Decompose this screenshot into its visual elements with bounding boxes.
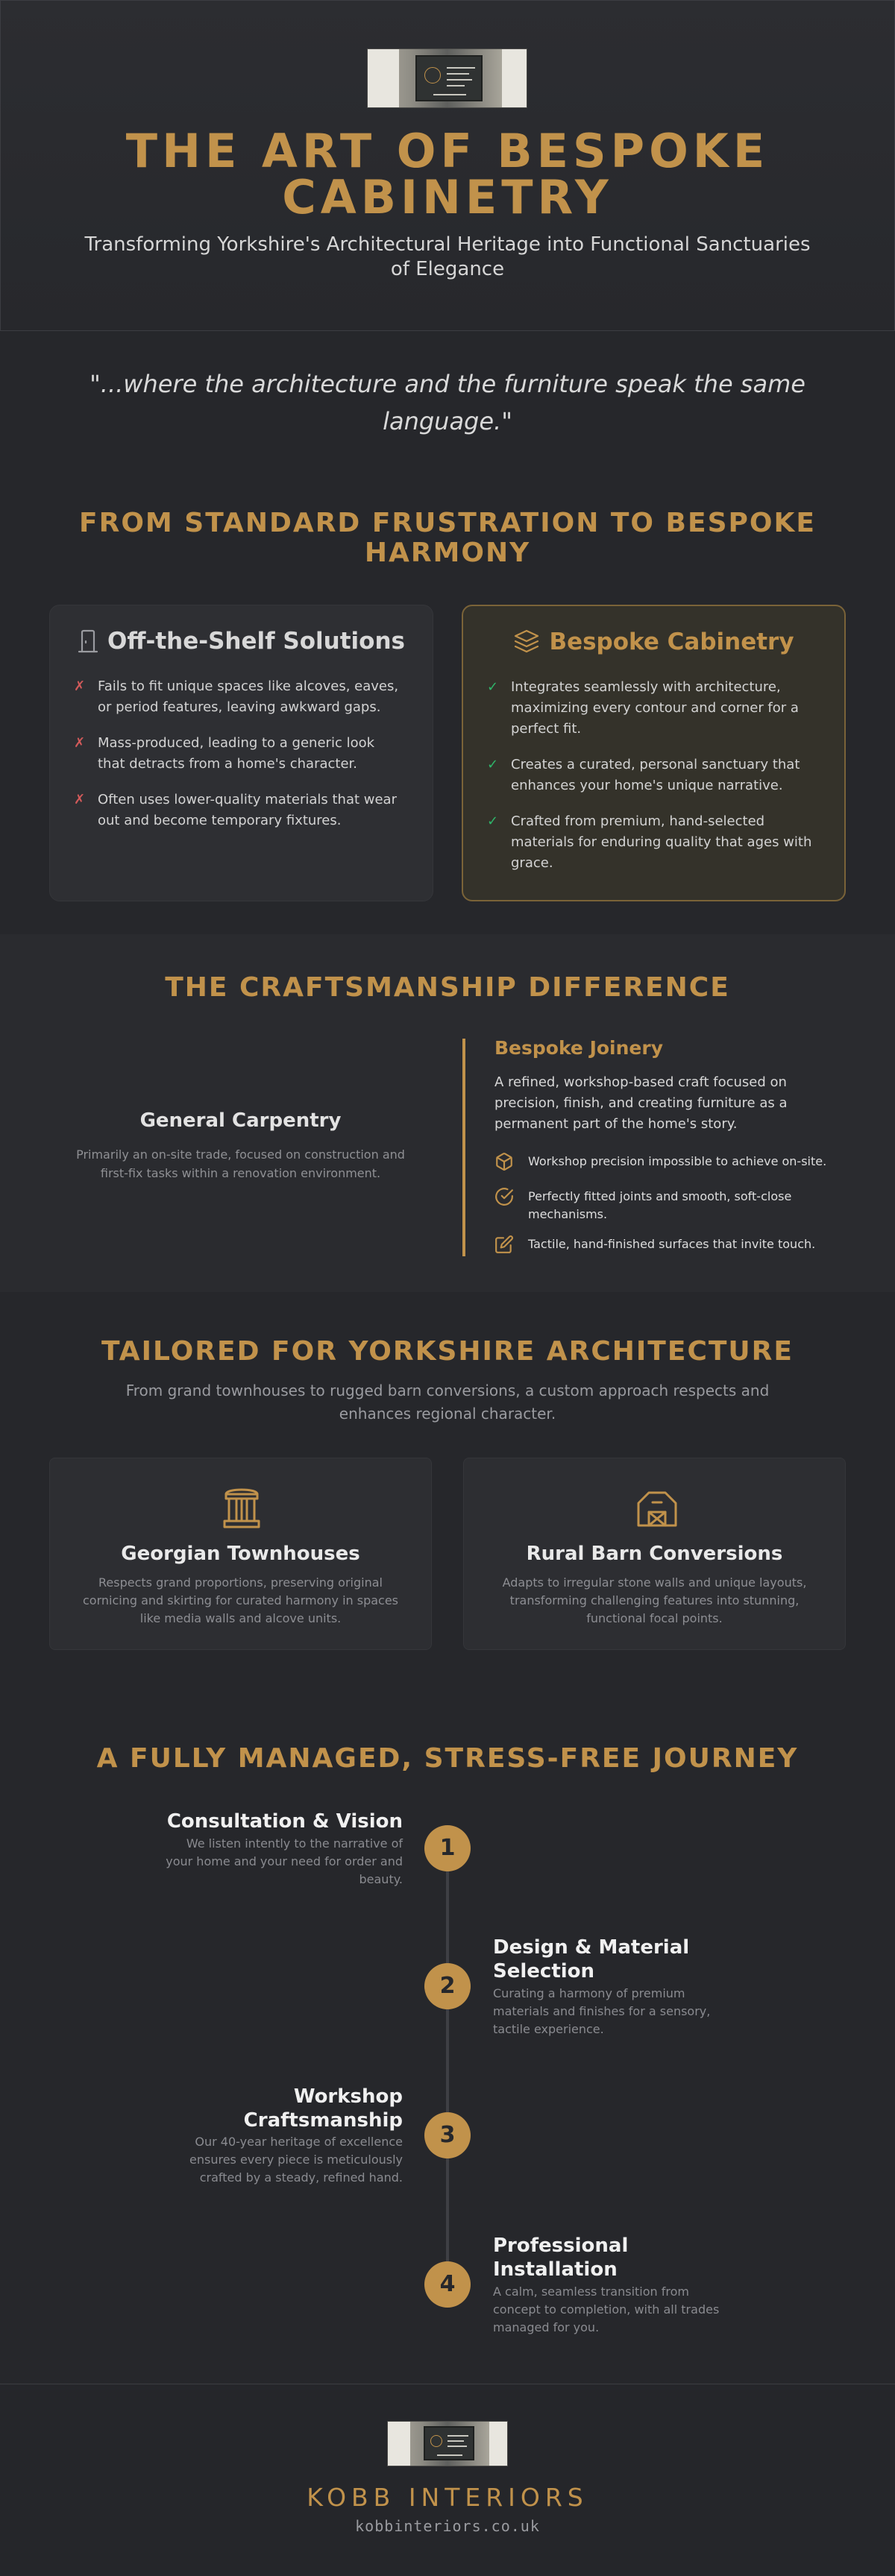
step-description: Curating a harmony of premium materials and finishes for a sensory, tactile experience. — [493, 1986, 711, 2036]
off-shelf-card: Off-the-Shelf Solutions ✗ Fails to fit unique spaces like alcoves, eaves, or period features, leaving awkward gaps. ✗ Mass-produced, leading to a generic look that detracts from a home's character. ✗ Often uses lower-quality materials that wear out and become temporary fixtures. — [49, 605, 433, 901]
journey-title: A FULLY MANAGED, STRESS-FREE JOURNEY — [96, 1743, 799, 1774]
step-title: Workshop Craftsmanship — [243, 2085, 403, 2132]
barn-description: Adapts to irregular stone walls and unique layouts, transforming challenging features into stunning, functional focal points. — [502, 1575, 807, 1625]
check-icon: ✓ — [487, 757, 499, 772]
step-title: Consultation & Vision — [166, 1810, 403, 1833]
georgian-card — [49, 1458, 432, 1650]
georgian-description: Respects grand proportions, preserving original cornicing and skirting for curated harmony in spaces like media walls and alcove units. — [82, 1575, 399, 1625]
step-number: 3 — [424, 2112, 471, 2158]
step-title: Design & Material Selection — [493, 1936, 690, 1983]
layers-icon — [513, 629, 540, 654]
company-logo — [367, 48, 527, 108]
barn-card — [463, 1458, 846, 1650]
yorkshire-subtitle: From grand townhouses to rugged barn conversions, a custom approach respects and enhances regional character. — [125, 1382, 770, 1423]
step-description: We listen intently to the narrative of your home and your need for order and beauty. — [166, 1836, 403, 1886]
check-icon: ✓ — [487, 679, 499, 695]
step-number: 1 — [424, 1825, 471, 1871]
footer — [0, 2384, 895, 2576]
columns-building-icon — [222, 1487, 262, 1530]
general-carpentry-title: General Carpentry — [139, 1109, 342, 1132]
bespoke-joinery-description: A refined, workshop-based craft focused on precision, finish, and creating furniture as a permanent part of the home's story. — [494, 1074, 788, 1132]
cross-icon: ✗ — [74, 792, 86, 807]
yorkshire-title: TAILORED FOR YORKSHIRE ARCHITECTURE — [101, 1336, 794, 1367]
bespoke-card: Bespoke Cabinetry ✓ Integrates seamlessly with architecture, maximizing every contour and corner for a perfect fit. ✓ Creates a curated, personal sanctuary that enhances your home's unique narrative. ✓ Crafted from premium, hand-selected materials for enduring quality that ages with grace. — [462, 605, 846, 901]
craftsmanship-title: THE CRAFTSMANSHIP DIFFERENCE — [165, 972, 730, 1003]
box-icon — [494, 1152, 514, 1171]
footer-logo — [387, 2421, 508, 2466]
georgian-title: Georgian Townhouses — [121, 1543, 360, 1565]
cross-icon: ✗ — [74, 678, 86, 694]
comparison-title: FROM STANDARD FRUSTRATION TO BESPOKE HARMONY — [79, 508, 816, 568]
step-description: A calm, seamless transition from concept to completion, with all trades managed for you. — [493, 2284, 720, 2334]
bespoke-heading: Bespoke Cabinetry — [549, 629, 794, 655]
off-shelf-heading: Off-the-Shelf Solutions — [107, 628, 406, 655]
divider — [462, 1039, 465, 1256]
check-circle-icon — [494, 1187, 514, 1206]
cross-icon: ✗ — [74, 735, 86, 751]
timeline-line — [446, 1857, 449, 2289]
pull-quote: "...where the architecture and the furniture speak the same language." — [90, 370, 806, 435]
step-title: Professional Installation — [493, 2235, 629, 2281]
check-icon: ✓ — [487, 813, 499, 829]
footer-brand: KOBB INTERIORS — [307, 2483, 588, 2512]
general-carpentry-description: Primarily an on-site trade, focused on construction and first-fix tasks within a renovation environment. — [76, 1147, 405, 1180]
edit-icon — [494, 1235, 514, 1254]
page-title: THE ART OF BESPOKE CABINETRY — [125, 124, 770, 224]
barn-title: Rural Barn Conversions — [526, 1543, 783, 1565]
page-subtitle: Transforming Yorkshire's Architectural Heritage into Functional Sanctuaries of Elegance — [84, 233, 811, 280]
door-icon — [78, 629, 98, 653]
step-description: Our 40-year heritage of excellence ensures every piece is meticulously crafted by a steady, refined hand. — [189, 2135, 403, 2185]
bespoke-joinery-title: Bespoke Joinery — [494, 1037, 664, 1059]
step-number: 4 — [424, 2261, 471, 2308]
step-number: 2 — [424, 1963, 471, 2009]
footer-website-link[interactable]: kobbinteriors.co.uk — [355, 2517, 540, 2535]
barn-icon — [635, 1487, 679, 1528]
